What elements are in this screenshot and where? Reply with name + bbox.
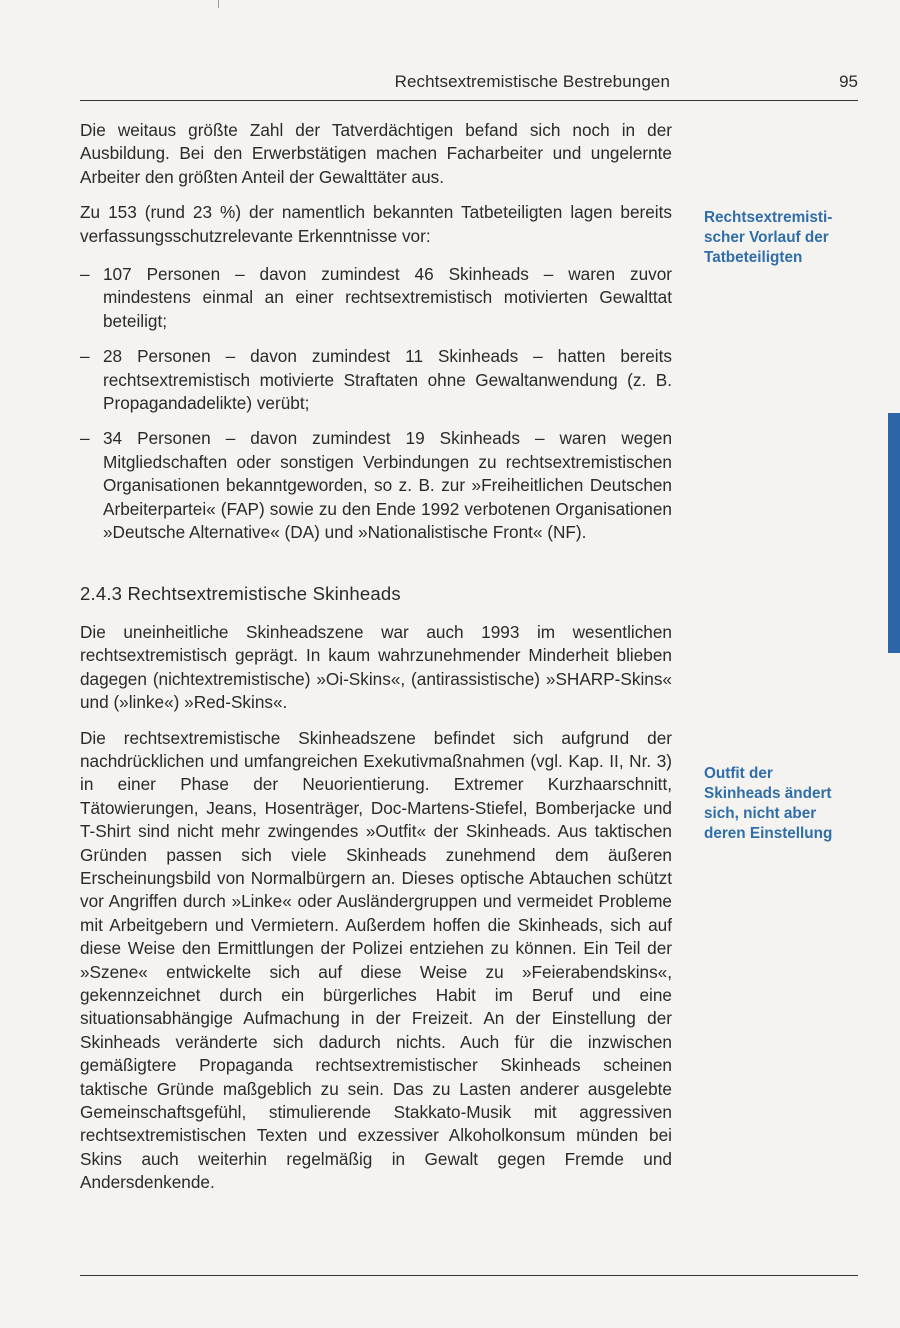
list-item-text: 107 Personen – davon zumindest 46 Skinheads – waren zuvor mindestens einmal an einer rechtsextremistisch motivierten Gewalttat beteiligt;: [103, 264, 672, 331]
paragraph: Die uneinheitliche Skinheadszene war auch 1993 im wesentlichen rechtsextremistisch geprägt. In kaum wahrzunehmender Minderheit blieben dagegen (nichtextremistische) »Oi-Skins«, (antirassistische) »SHARP-Skins« und (»linke«) »Red-Skins«.: [80, 621, 672, 713]
margin-note-vorlauf: [704, 208, 864, 268]
margin-note-outfit: [704, 764, 864, 844]
main-text-column: [80, 119, 672, 1207]
dash-list: [80, 263, 672, 544]
list-item: [80, 263, 672, 333]
margin-note-line: sich, nicht aber: [704, 805, 817, 822]
list-item-text: 28 Personen – davon zumindest 11 Skinheads – hatten bereits rechtsextremistisch motivierte Straftaten ohne Gewaltanwendung (z. B. Propagandadelikte) verübt;: [103, 346, 672, 414]
dash-bullet: –: [80, 428, 90, 449]
chapter-tab-marker: [888, 413, 900, 653]
page-header: [80, 72, 858, 101]
paragraph: Zu 153 (rund 23 %) der namentlich bekannten Tatbeteiligten lagen bereits verfassungsschutzrelevante Erkenntnisse vor:: [80, 202, 672, 246]
scan-mark: [218, 0, 219, 8]
margin-note-line: Tatbeteiligten: [704, 249, 803, 266]
page-number: 95: [839, 72, 858, 91]
dash-bullet: –: [80, 264, 90, 285]
list-item: [80, 345, 672, 415]
margin-note-line: Skinheads ändert: [704, 785, 832, 802]
margin-note-line: Rechtsextremisti-: [704, 209, 833, 226]
paragraph: Die rechtsextremistische Skinheadszene befindet sich aufgrund der nachdrücklichen und umfangreichen Exekutivmaßnahmen (vgl. Kap. II, Nr. 3) in einer Phase der Neuorientierung. Extremer Kurzhaarschnitt, Tätowierungen, Jeans, Hosenträger, Doc-Martens-Stiefel, Bomberjacke und T-Shirt sind nicht mehr zwingendes »Outfit« der Skinheads. Aus taktischen Gründen passen sich viele Skinheads zunehmend dem äußeren Erscheinungsbild von Normalbürgern an. Dieses optische Abtauchen schützt vor Angriffen durch »Linke« oder Ausländergruppen und vermeidet Probleme mit Arbeitgebern und Vermietern. Außerdem hoffen die Skinheads, sich auf diese Weise den Ermittlungen der Polizei entziehen zu können. Ein Teil der »Szene« entwickelte sich auf diese Weise zu »Feierabendskins«, gekennzeichnet durch ein bürgerliches Habit im Beruf und eine situationsabhängige Aufmachung in der Freizeit. An der Einstellung der Skinheads veränderte sich dadurch nichts. Auch für die inzwischen gemäßigtere Propaganda rechtsextremistischer Skinheads scheinen taktische Gründe maßgeblich zu sein. Das zu Lasten anderer ausgelebte Gemeinschaftsgefühl, stimulierende Stakkato-Musik mit aggressiven rechtsextremistischen Texten und exzessiver Alkoholkonsum münden bei Skins auch weiterhin regelmäßig in Gewalt gegen Fremde und Andersdenkende.: [80, 727, 672, 1193]
dash-bullet: –: [80, 346, 90, 367]
list-item: [80, 427, 672, 544]
list-item-text: 34 Personen – davon zumindest 19 Skinheads – waren wegen Mitgliedschaften oder sonstigen Verbindungen zu rechtsextremistischen Organisationen bekanntgeworden, so z. B. zur »Freiheitlichen Deutschen Arbeiterpartei« (FAP) sowie zu den Ende 1992 verbotenen Organisationen »Deutsche Alternative« (DA) und »Nationalistische Front« (NF).: [103, 428, 672, 543]
margin-note-line: deren Einstellung: [704, 825, 833, 842]
section-heading: 2.4.3 Rechtsextremistische Skinheads: [80, 582, 401, 604]
footer-rule: [80, 1275, 858, 1276]
margin-note-line: Outfit der: [704, 765, 773, 782]
margin-note-line: scher Vorlauf der: [704, 229, 829, 246]
paragraph: Die weitaus größte Zahl der Tatverdächtigen befand sich noch in der Ausbildung. Bei den Erwerbstätigen machen Facharbeiter und ungelernte Arbeiter den größten Anteil der Gewalttäter aus.: [80, 120, 672, 187]
running-title: Rechtsextremistische Bestrebungen: [394, 72, 670, 91]
